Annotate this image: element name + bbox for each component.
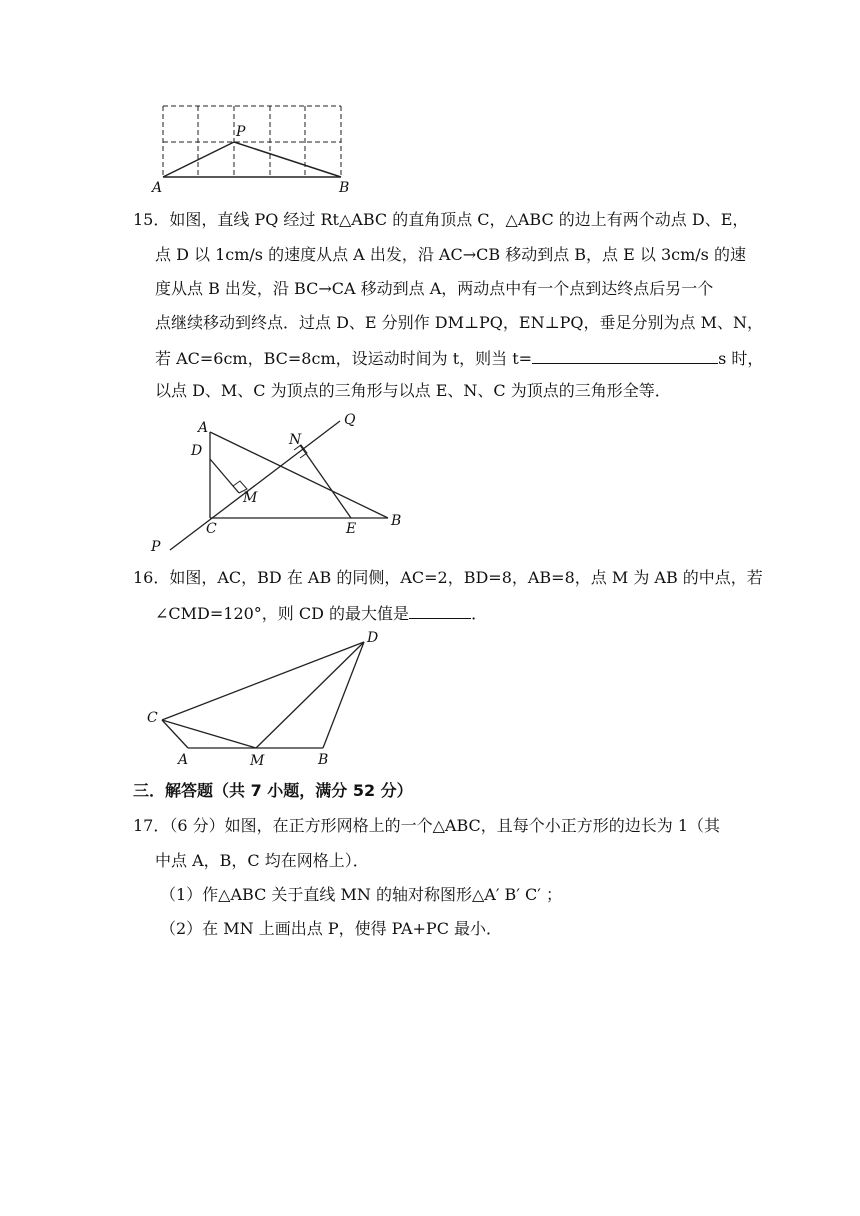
label-d: D — [191, 443, 203, 459]
q16-line-1: 16．如图，AC，BD 在 AB 的同侧，AC=2，BD=8，AB=8，点 M 为 AB 的中点，若 — [133, 568, 763, 587]
label-q: Q — [344, 412, 356, 428]
q15-line-5 — [155, 347, 763, 369]
label-e: E — [346, 521, 357, 537]
label-p: P — [236, 124, 246, 140]
figure-q16 — [140, 625, 390, 770]
section-heading: 三．解答题（共 7 小题，满分 52 分） — [133, 781, 413, 800]
q15-line-3: 度从点 B 出发，沿 BC→CA 移动到点 A，两动点中有一个点到达终点后另一个 — [155, 279, 714, 298]
q15-line-6: 以点 D、M、C 为顶点的三角形与以点 E、N、C 为顶点的三角形全等． — [155, 381, 671, 400]
label-a: A — [152, 180, 163, 196]
q16-line-2 — [155, 602, 487, 624]
label-b: B — [339, 180, 350, 196]
q17-line-2: 中点 A，B，C 均在网格上）． — [155, 851, 369, 870]
q17-line-1: 17．（6 分）如图，在正方形网格上的一个△ABC，且每个小正方形的边长为 1（其 — [133, 816, 721, 835]
q17-item-1: （1）作△ABC 关于直线 MN 的轴对称图形△A′ B′ C′ ； — [160, 885, 562, 904]
q16-line-2-end: ． — [471, 604, 488, 623]
q17-item-2: （2）在 MN 上画出点 P，使得 PA+PC 最小． — [160, 919, 503, 938]
label-c: C — [147, 710, 158, 726]
label-a: A — [198, 420, 209, 436]
figure-q14-grid — [150, 100, 370, 195]
label-n: N — [289, 432, 302, 448]
figure-q15-triangle — [140, 405, 420, 555]
label-m: M — [250, 753, 265, 769]
q15-line-5-unit: s 时， — [718, 349, 764, 368]
q15-line-2: 点 D 以 1cm/s 的速度从点 A 出发，沿 AC→CB 移动到点 B，点 E 以 3cm/s 的速 — [155, 245, 746, 264]
answer-blank-q16[interactable] — [409, 602, 471, 619]
label-p: P — [151, 539, 161, 555]
label-b: B — [391, 513, 402, 529]
label-c: C — [206, 521, 217, 537]
label-m: M — [243, 490, 258, 506]
label-a: A — [178, 752, 189, 768]
q15-line-4: 点继续移动到终点．过点 D、E 分别作 DM⊥PQ，EN⊥PQ，垂足分别为点 M、N， — [155, 313, 763, 332]
answer-blank-q15[interactable] — [532, 347, 718, 364]
q15-line-1: 15．如图，直线 PQ 经过 Rt△ABC 的直角顶点 C，△ABC 的边上有两个动点 D、E， — [133, 210, 749, 229]
label-d: D — [367, 630, 379, 646]
q16-line-2-text: ∠CMD=120°，则 CD 的最大值是 — [155, 604, 410, 623]
label-b: B — [318, 752, 329, 768]
q15-line-5-text: 若 AC=6cm，BC=8cm，设运动时间为 t，则当 t= — [155, 349, 533, 368]
